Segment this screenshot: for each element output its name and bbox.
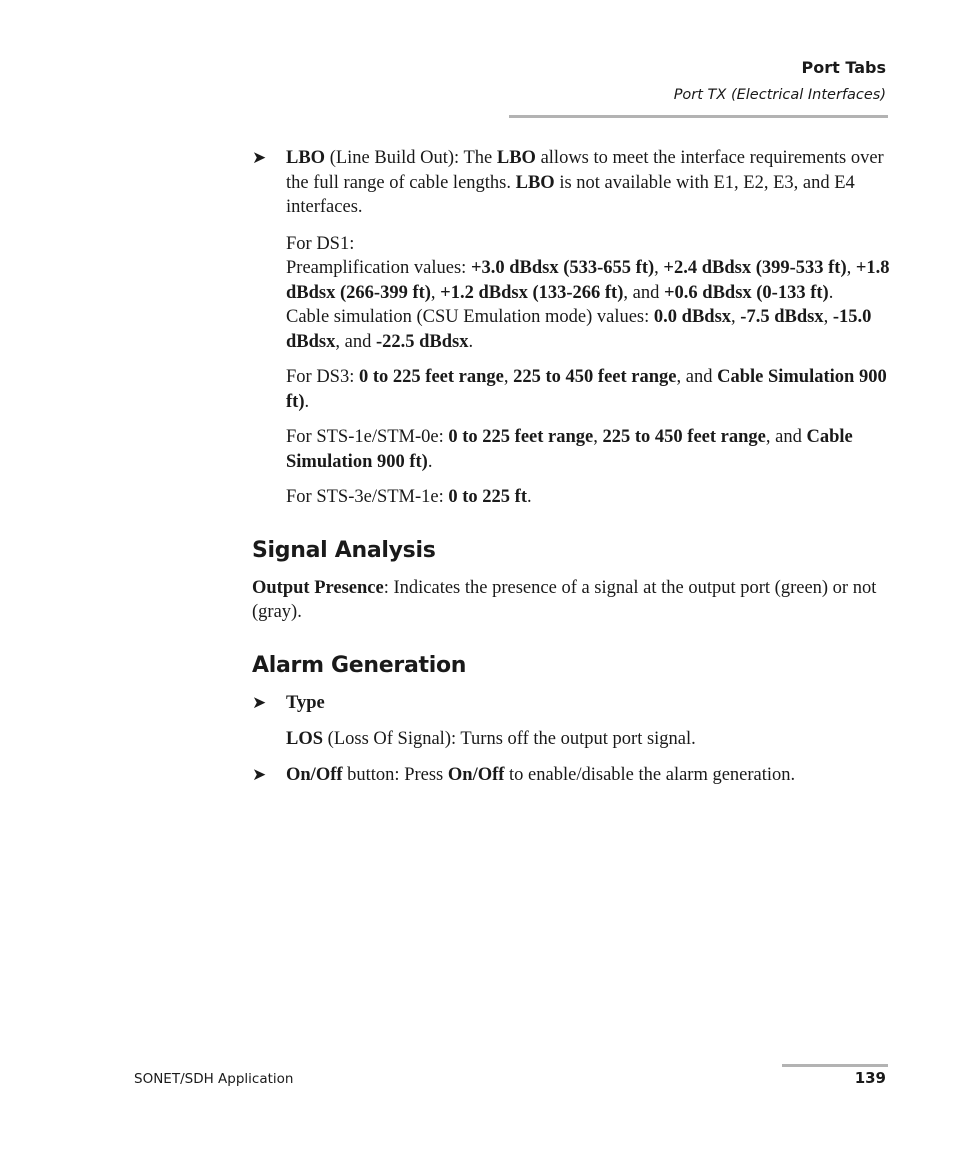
- value: 0.0 dBdsx: [653, 307, 732, 327]
- value: +0.6 dBdsx (0-133 ft): [663, 282, 829, 303]
- text: , and: [623, 282, 664, 303]
- text: , and: [765, 427, 807, 447]
- running-header-subtitle: Port TX (Electrical Interfaces): [673, 87, 886, 103]
- text: Cable simulation (CSU Emulation mode) values:: [286, 307, 654, 327]
- term: LBO: [496, 148, 536, 168]
- sts3-block: [252, 485, 892, 510]
- text: Preamplification values:: [286, 258, 471, 278]
- value: 0 to 225 feet range: [448, 427, 594, 447]
- los-paragraph: [286, 727, 892, 752]
- lbo-paragraph: [286, 146, 892, 220]
- los-block: [252, 727, 892, 752]
- value: Cable Simulation 900 ft): [286, 427, 853, 472]
- term: On/Off: [447, 764, 505, 785]
- text: ,: [430, 282, 441, 303]
- type-label: Type: [286, 692, 325, 713]
- value: 225 to 450 feet range: [602, 427, 766, 447]
- text: ,: [503, 367, 514, 387]
- value: -15.0 dBdsx: [286, 307, 872, 352]
- page-number: 139: [854, 1069, 886, 1087]
- output-presence-paragraph: [252, 576, 892, 625]
- value: +1.2 dBdsx (133-266 ft): [440, 282, 624, 303]
- ds3-block: [252, 365, 892, 414]
- text: For STS-3e/STM-1e:: [286, 487, 449, 507]
- text: .: [427, 451, 433, 472]
- text: For DS3:: [286, 367, 359, 387]
- bullet-arrow-icon: ➤: [252, 764, 267, 785]
- sts1-paragraph: [286, 425, 892, 474]
- ds1-preamp: [286, 256, 892, 305]
- value: 225 to 450 feet range: [513, 367, 677, 387]
- signal-analysis-heading: Signal Analysis: [252, 537, 436, 563]
- text: ,: [846, 258, 856, 278]
- alarm-generation-heading: Alarm Generation: [252, 652, 467, 678]
- term: LOS: [286, 729, 324, 749]
- ds1-block: [252, 232, 892, 355]
- type-bullet: [252, 691, 892, 716]
- value: 0 to 225 feet range: [359, 367, 504, 387]
- value: -7.5 dBdsx: [740, 307, 824, 327]
- lbo-bullet: [252, 146, 892, 220]
- footer-rule: [782, 1064, 888, 1067]
- onoff-bullet: [252, 763, 892, 788]
- bullet-arrow-icon: ➤: [252, 148, 267, 168]
- term: Output Presence: [252, 577, 384, 598]
- text: is not available with E1, E2, E3, and E4 interfaces.: [286, 172, 855, 217]
- value: +3.0 dBdsx (533-655 ft): [470, 258, 655, 278]
- text: ,: [654, 258, 664, 278]
- running-header-title: Port Tabs: [801, 58, 886, 77]
- text: , and: [676, 367, 718, 387]
- text: button: Press: [342, 764, 448, 785]
- term: LBO: [515, 172, 555, 193]
- page-content: [252, 146, 892, 799]
- text: .: [468, 331, 474, 352]
- sts3-paragraph: [286, 485, 892, 510]
- text: allows to meet the interface requirements over the full range of cable lengths.: [286, 148, 884, 193]
- ds1-label: For DS1:: [286, 233, 355, 254]
- text: For STS-1e/STM-0e:: [286, 427, 449, 447]
- value: +1.8 dBdsx (266-399 ft): [286, 258, 890, 303]
- text: (Loss Of Signal): Turns off the output port signal.: [323, 729, 696, 749]
- value: Cable Simulation 900 ft): [286, 367, 887, 412]
- ds3-paragraph: [286, 365, 892, 414]
- text: , and: [335, 331, 376, 352]
- header-rule: [509, 115, 888, 118]
- text: : Indicates the presence of a signal at the output port (green) or not (gray).: [252, 577, 877, 622]
- value: +2.4 dBdsx (399-533 ft): [663, 258, 847, 278]
- text: ,: [731, 307, 741, 327]
- value: -22.5 dBdsx: [375, 331, 469, 352]
- text: .: [304, 391, 310, 412]
- bullet-arrow-icon: ➤: [252, 692, 267, 713]
- text: .: [828, 282, 834, 303]
- term: On/Off: [286, 764, 343, 785]
- text: ,: [823, 307, 833, 327]
- footer-document-title: SONET/SDH Application: [134, 1071, 294, 1087]
- lbo-term: LBO: [286, 148, 326, 168]
- text: ,: [593, 427, 603, 447]
- text: .: [527, 487, 532, 507]
- text: to enable/disable the alarm generation.: [504, 764, 796, 785]
- value: 0 to 225 ft: [448, 487, 527, 507]
- sts1-block: [252, 425, 892, 474]
- ds1-cable-sim: [286, 305, 892, 354]
- text: (Line Build Out): The: [325, 148, 497, 168]
- onoff-paragraph: [286, 763, 892, 788]
